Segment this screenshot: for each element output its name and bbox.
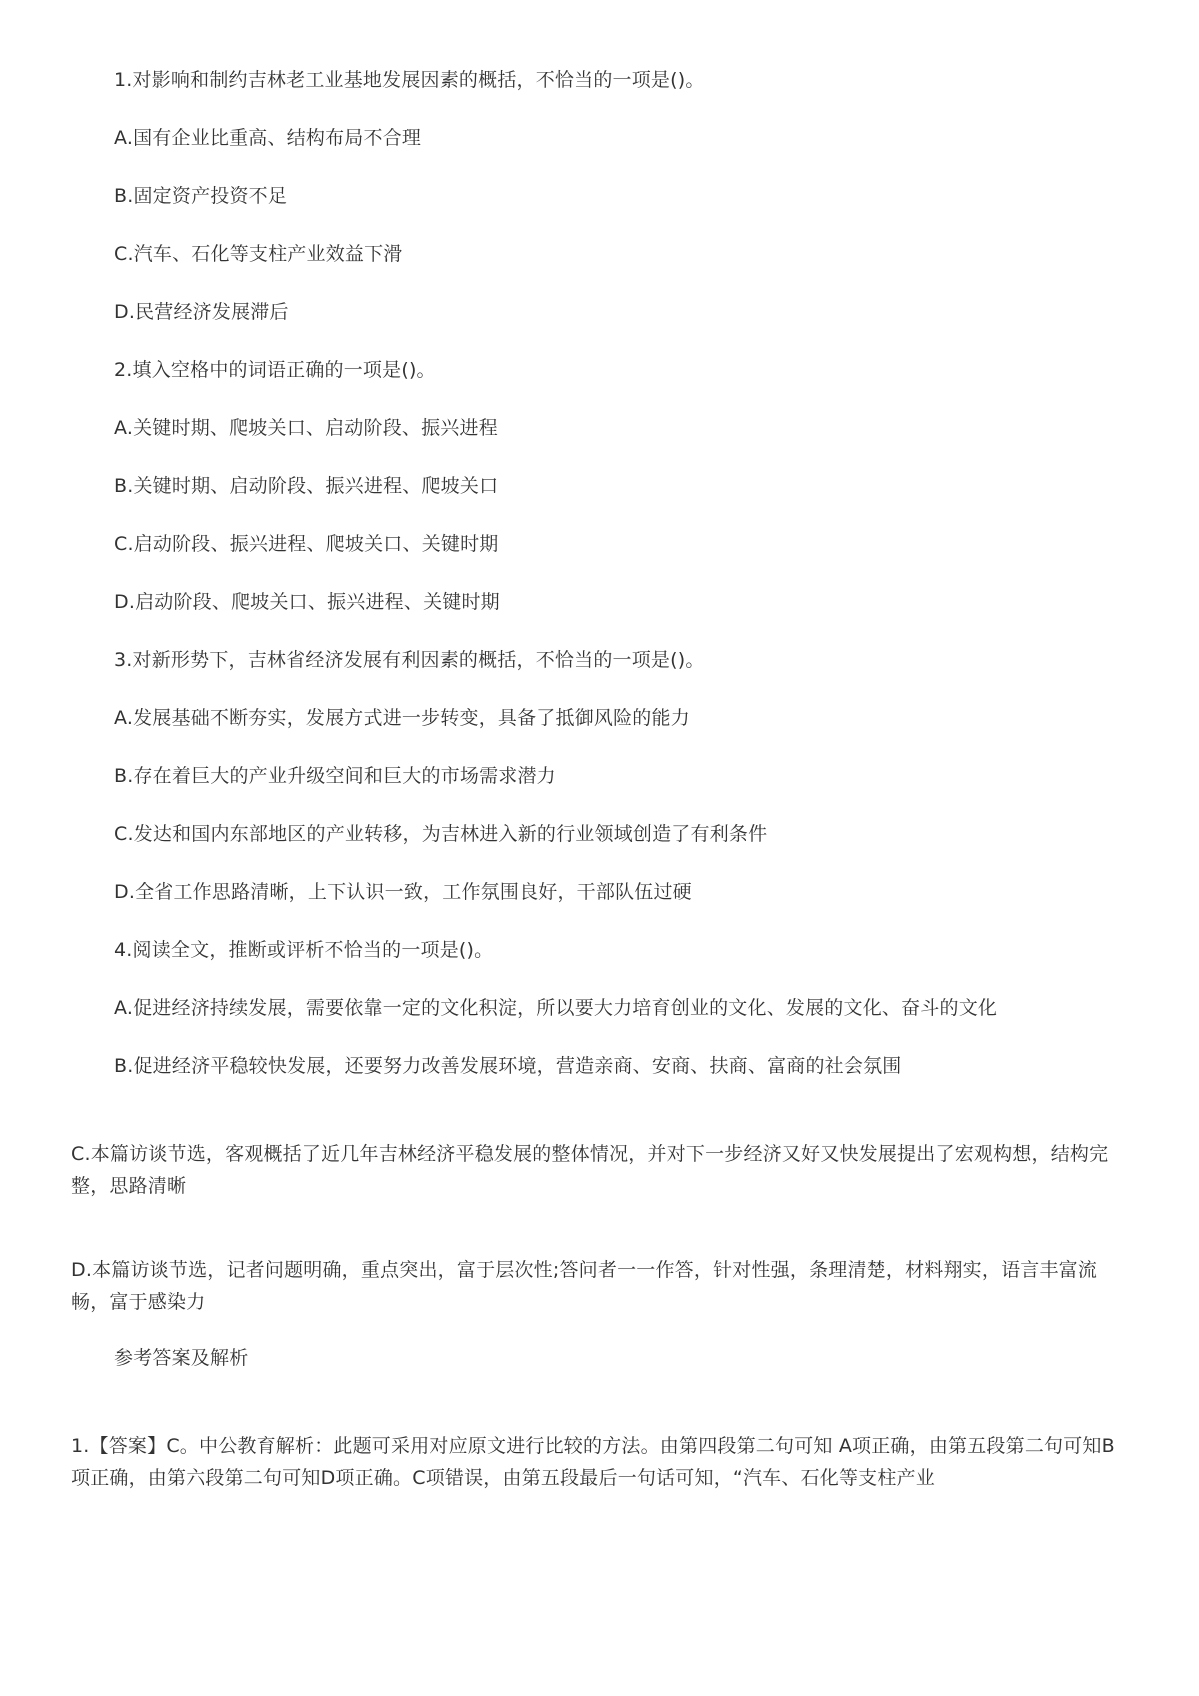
question-3-option-d: D.全省工作思路清晰，上下认识一致，工作氛围良好，干部队伍过硬 (114, 881, 692, 903)
question-3-option-b: B.存在着巨大的产业升级空间和巨大的市场需求潜力 (114, 765, 556, 787)
question-2-stem: 2.填入空格中的词语正确的一项是()。 (114, 359, 436, 381)
question-4-option-c: C.本篇访谈节选，客观概括了近几年吉林经济平稳发展的整体情况，并对下一步经济又好又快发展提出了宏观构想，结构完整，思路清晰 (71, 1143, 1109, 1197)
question-1-option-d: D.民营经济发展滞后 (114, 301, 289, 323)
question-1-option-b: B.固定资产投资不足 (114, 185, 288, 207)
answers-heading: 参考答案及解析 (114, 1347, 249, 1369)
question-4-option-a: A.促进经济持续发展，需要依靠一定的文化积淀，所以要大力培育创业的文化、发展的文化、奋斗的文化 (114, 997, 998, 1019)
question-2-option-a: A.关键时期、爬坡关口、启动阶段、振兴进程 (114, 417, 498, 439)
question-1-option-a: A.国有企业比重高、结构布局不合理 (114, 127, 422, 149)
question-2-option-c: C.启动阶段、振兴进程、爬坡关口、关键时期 (114, 533, 499, 555)
question-4-option-b: B.促进经济平稳较快发展，还要努力改善发展环境，营造亲商、安商、扶商、富商的社会氛围 (114, 1055, 902, 1077)
question-1-option-c: C.汽车、石化等支柱产业效益下滑 (114, 243, 403, 265)
question-4-stem: 4.阅读全文，推断或评析不恰当的一项是()。 (114, 939, 494, 961)
question-4-option-d: D.本篇访谈节选，记者问题明确，重点突出，富于层次性;答问者一一作答，针对性强，条理清楚，材料翔实，语言丰富流畅，富于感染力 (71, 1259, 1098, 1313)
question-2-option-d: D.启动阶段、爬坡关口、振兴进程、关键时期 (114, 591, 500, 613)
question-3-option-a: A.发展基础不断夯实，发展方式进一步转变，具备了抵御风险的能力 (114, 707, 690, 729)
question-3-stem: 3.对新形势下，吉林省经济发展有利因素的概括，不恰当的一项是()。 (114, 649, 705, 671)
question-1-stem: 1.对影响和制约吉林老工业基地发展因素的概括，不恰当的一项是()。 (114, 69, 705, 91)
question-3-option-c: C.发达和国内东部地区的产业转移，为吉林进入新的行业领域创造了有利条件 (114, 823, 768, 845)
question-2-option-b: B.关键时期、启动阶段、振兴进程、爬坡关口 (114, 475, 499, 497)
answer-1-paragraph: 1.【答案】C。中公教育解析：此题可采用对应原文进行比较的方法。由第四段第二句可知 A项正确，由第五段第二句可知B项正确，由第六段第二句可知D项正确。C项错误，由第五段最后一句话可知，“汽车、石化等支柱产业 (71, 1435, 1115, 1489)
